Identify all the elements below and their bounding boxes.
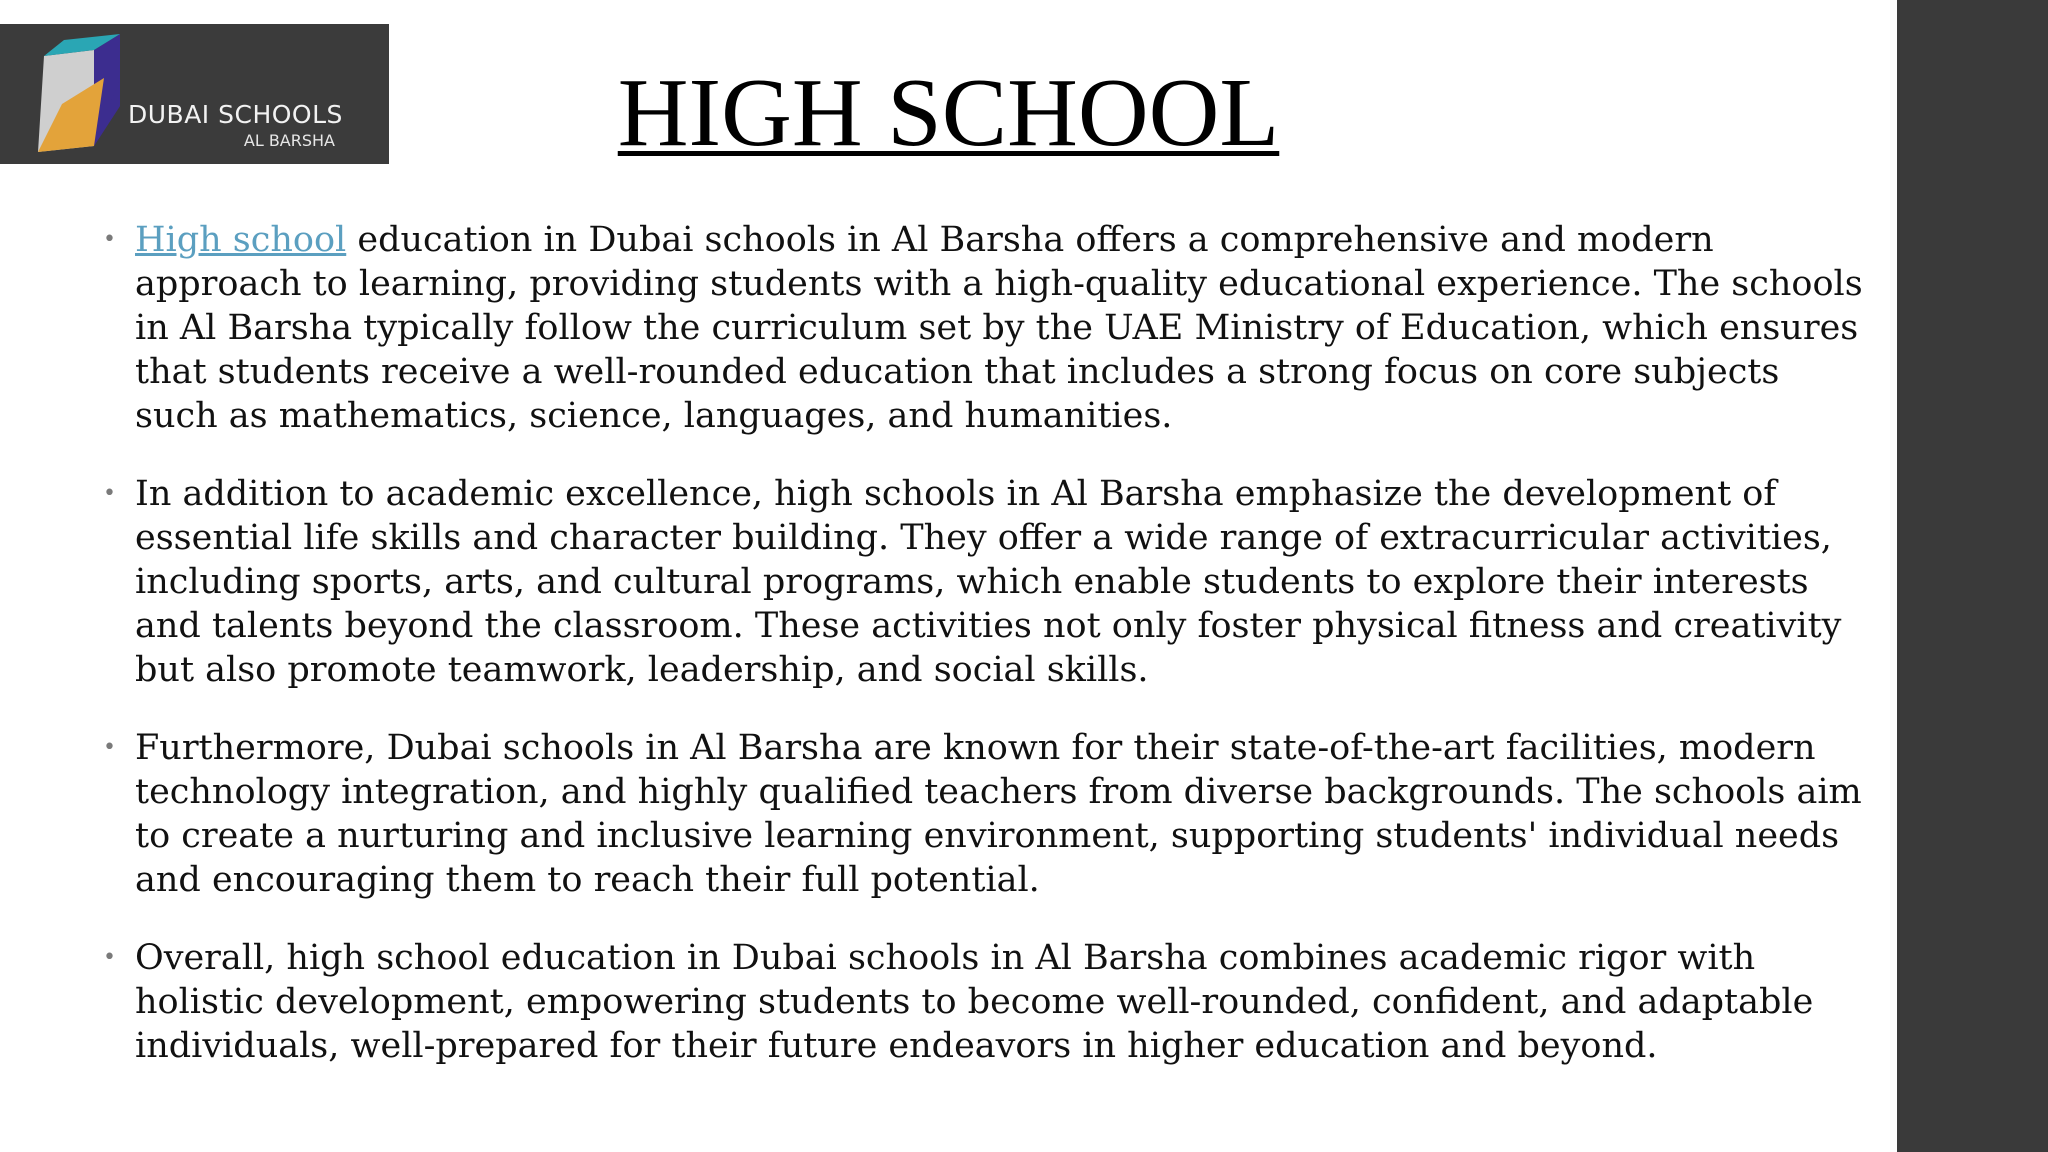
bullet-list — [100, 218, 1870, 1102]
bullet-dot-icon: • — [103, 227, 116, 252]
logo-text-secondary: AL BARSHA — [243, 131, 335, 150]
bullet-text: In addition to academic excellence, high schools in Al Barsha emphasize the development of essential life skills and character building. They offer a wide range of extracurricular activities, including sports, arts, and cultural programs, which enable students to explore their interests and talents beyond the classroom. These activities not only foster physical fitness and creativity but also promote teamwork, leadership, and social skills. — [135, 474, 1842, 690]
bullet-dot-icon: • — [103, 945, 116, 970]
bullet-item-1 — [100, 218, 1870, 438]
bullet-item-2 — [100, 472, 1870, 692]
bullet-dot-icon: • — [103, 735, 116, 760]
bullet-item-3 — [100, 726, 1870, 902]
bullet-item-4 — [100, 936, 1870, 1068]
bullet-text: education in Dubai schools in Al Barsha offers a comprehensive and modern approach to learning, providing students with a high-quality educational experience. The schools in Al Barsha typically follow the curriculum set by the UAE Ministry of Education, which ensures that students receive a well-rounded education that includes a strong focus on core subjects such as mathematics, science, languages, and humanities. — [135, 220, 1863, 436]
bullet-text: Overall, high school education in Dubai schools in Al Barsha combines academic rigor with holistic development, empowering students to become well-rounded, confident, and adaptable individuals, well-prepared for their future endeavors in higher education and beyond. — [135, 938, 1814, 1066]
high-school-link[interactable]: High school — [135, 220, 347, 260]
right-side-bar — [1897, 0, 2048, 1152]
slide-title-text: HIGH SCHOOL — [617, 59, 1280, 167]
logo-text-primary: DUBAI SCHOOLS — [128, 100, 343, 129]
slide-title — [0, 58, 1897, 168]
bullet-text: Furthermore, Dubai schools in Al Barsha are known for their state-of-the-art facilities, modern technology integration, and highly qualified teachers from diverse backgrounds. The schools aim to create a nurturing and inclusive learning environment, supporting students' individual needs and encouraging them to reach their full potential. — [135, 728, 1862, 900]
bullet-dot-icon: • — [103, 481, 116, 506]
